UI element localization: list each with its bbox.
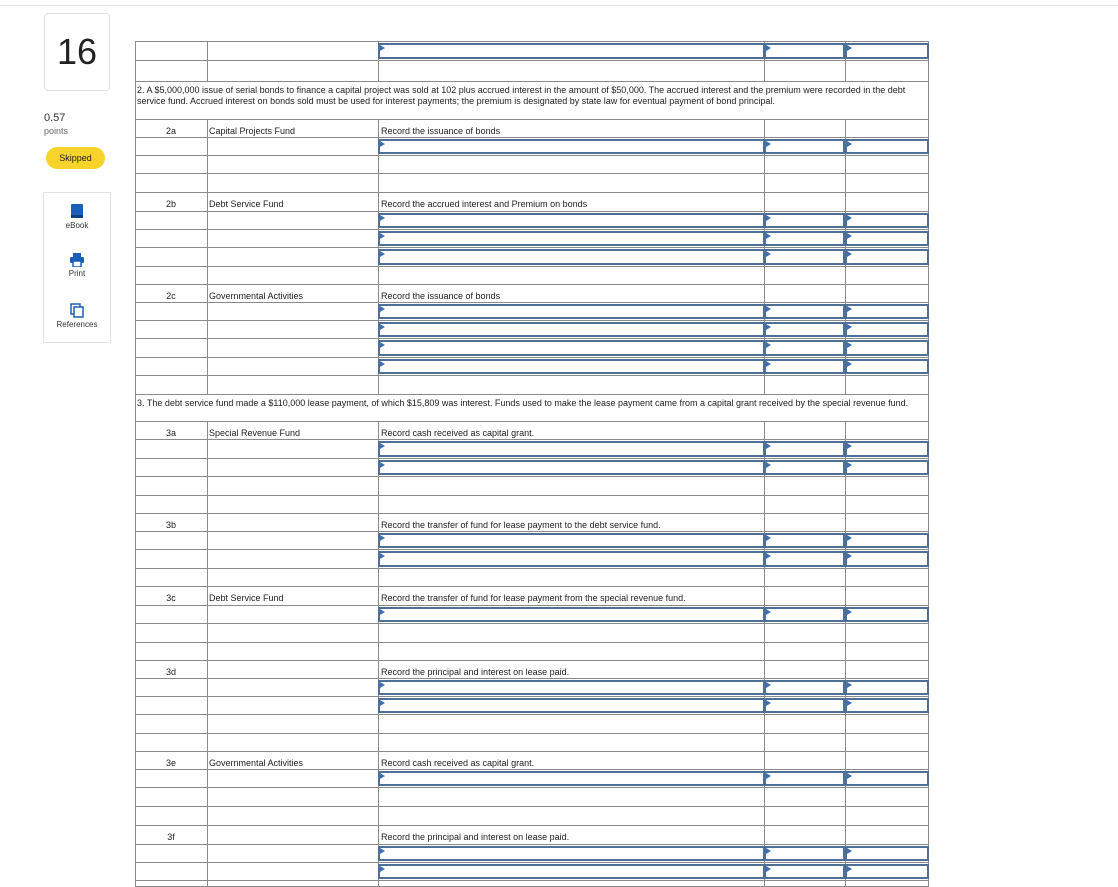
entry-label: 2b — [165, 199, 176, 209]
column-divider — [764, 624, 765, 642]
column-divider — [207, 267, 208, 284]
credit-input[interactable] — [845, 680, 929, 695]
entry-header-row — [135, 193, 929, 212]
entry-description: Record the principal and interest on lease paid. — [381, 667, 570, 677]
column-divider — [207, 807, 208, 825]
column-divider — [207, 174, 208, 192]
column-divider — [378, 752, 379, 769]
column-divider — [764, 285, 765, 302]
entry-description: Record the issuance of bonds — [381, 291, 501, 301]
debit-input[interactable] — [764, 304, 845, 319]
column-divider — [207, 569, 208, 586]
column-divider — [764, 715, 765, 733]
column-divider — [845, 376, 846, 394]
column-divider — [378, 174, 379, 192]
column-divider — [845, 661, 846, 678]
column-divider — [207, 697, 208, 714]
debit-input[interactable] — [764, 340, 845, 356]
account-input[interactable] — [378, 771, 765, 786]
entry-fund: Governmental Activities — [209, 758, 304, 768]
debit-input[interactable] — [764, 460, 845, 475]
entry-header-row — [135, 587, 929, 606]
table-row — [135, 606, 929, 624]
column-divider — [764, 496, 765, 513]
column-divider — [378, 422, 379, 439]
table-row — [135, 881, 929, 887]
table-row — [135, 734, 929, 752]
table-row — [135, 845, 929, 863]
table-row — [135, 459, 929, 477]
column-divider — [764, 61, 765, 81]
question-number: 16 — [44, 13, 110, 91]
column-divider — [207, 376, 208, 394]
account-input[interactable] — [378, 43, 765, 59]
table-row — [135, 643, 929, 661]
column-divider — [378, 569, 379, 586]
entry-label: 2c — [166, 291, 176, 301]
table-row — [135, 267, 929, 285]
column-divider — [845, 156, 846, 173]
entry-header-row — [135, 422, 929, 440]
account-input[interactable] — [378, 359, 765, 374]
debit-input[interactable] — [764, 441, 845, 457]
column-divider — [207, 881, 208, 886]
column-divider — [845, 715, 846, 733]
top-divider — [0, 5, 1118, 6]
entry-label: 3b — [165, 520, 176, 530]
column-divider — [207, 61, 208, 81]
status-badge: Skipped — [46, 147, 105, 169]
column-divider — [207, 303, 208, 320]
entry-description: Record cash received as capital grant. — [381, 758, 535, 768]
table-row — [135, 770, 929, 788]
column-divider — [845, 61, 846, 81]
credit-input[interactable] — [845, 139, 929, 154]
table-row — [135, 863, 929, 881]
entry-fund: Governmental Activities — [209, 291, 304, 301]
table-row — [135, 339, 929, 358]
column-divider — [378, 61, 379, 81]
print-button[interactable] — [44, 253, 110, 278]
column-divider — [764, 643, 765, 660]
debit-input[interactable] — [764, 533, 845, 548]
entry-label: 2a — [165, 126, 176, 136]
column-divider — [207, 422, 208, 439]
debit-input[interactable] — [764, 551, 845, 567]
table-row — [135, 174, 929, 193]
debit-input[interactable] — [764, 698, 845, 713]
account-input[interactable] — [378, 231, 765, 246]
column-divider — [845, 734, 846, 751]
entry-description: Record cash received as capital grant. — [381, 428, 535, 438]
entry-description: Record the principal and interest on lease paid. — [381, 832, 570, 842]
entry-label: 3d — [165, 667, 176, 677]
account-input[interactable] — [378, 698, 765, 713]
account-input[interactable] — [378, 846, 765, 861]
debit-input[interactable] — [764, 864, 845, 879]
column-divider — [764, 514, 765, 531]
column-divider — [764, 267, 765, 284]
column-divider — [764, 193, 765, 211]
column-divider — [764, 881, 765, 886]
debit-input[interactable] — [764, 607, 845, 622]
column-divider — [845, 514, 846, 531]
column-divider — [378, 624, 379, 642]
column-divider — [845, 587, 846, 605]
column-divider — [207, 193, 208, 211]
entry-header-row — [135, 120, 929, 138]
column-divider — [207, 734, 208, 751]
credit-input[interactable] — [845, 533, 929, 548]
column-divider — [378, 715, 379, 733]
entry-fund: Special Revenue Fund — [209, 428, 301, 438]
debit-input[interactable] — [764, 231, 845, 246]
debit-input[interactable] — [764, 846, 845, 861]
column-divider — [378, 826, 379, 844]
column-divider — [207, 752, 208, 769]
table-row — [135, 321, 929, 339]
column-divider — [845, 477, 846, 495]
column-divider — [378, 881, 379, 886]
column-divider — [207, 339, 208, 357]
credit-input[interactable] — [845, 441, 929, 457]
account-input[interactable] — [378, 460, 765, 475]
account-input[interactable] — [378, 304, 765, 319]
entry-header-row — [135, 285, 929, 303]
entry-label: 3f — [167, 832, 175, 842]
table-row — [135, 440, 929, 459]
account-input[interactable] — [378, 441, 765, 457]
book-icon — [70, 203, 84, 219]
debit-input[interactable] — [764, 139, 845, 154]
column-divider — [764, 788, 765, 806]
table-row — [135, 569, 929, 587]
account-input[interactable] — [378, 340, 765, 356]
entry-fund: Debt Service Fund — [209, 199, 284, 209]
account-input[interactable] — [378, 680, 765, 695]
table-row — [135, 624, 929, 643]
table-row — [135, 376, 929, 395]
column-divider — [764, 661, 765, 678]
credit-input[interactable] — [845, 846, 929, 861]
column-divider — [207, 788, 208, 806]
column-divider — [207, 826, 208, 844]
credit-input[interactable] — [845, 359, 929, 374]
credit-input[interactable] — [845, 864, 929, 879]
column-divider — [845, 826, 846, 844]
account-input[interactable] — [378, 607, 765, 622]
column-divider — [764, 120, 765, 137]
references-button[interactable] — [44, 303, 110, 329]
column-divider — [378, 120, 379, 137]
table-row — [135, 61, 929, 82]
ebook-button[interactable] — [44, 203, 110, 230]
column-divider — [207, 845, 208, 862]
column-divider — [378, 807, 379, 825]
credit-input[interactable] — [845, 698, 929, 713]
column-divider — [207, 440, 208, 458]
column-divider — [207, 120, 208, 137]
problem-text: 3. The debt service fund made a $110,000 lease payment, of which $15,809 was interest. Funds used to make the lease payment came from a capital grant received by the special revenue fund. — [137, 398, 909, 408]
print-label: Print — [68, 269, 86, 278]
column-divider — [845, 422, 846, 439]
column-divider — [764, 174, 765, 192]
account-input[interactable] — [378, 551, 765, 567]
credit-input[interactable] — [845, 340, 929, 356]
entry-label: 3a — [165, 428, 176, 438]
table-row — [135, 532, 929, 550]
entry-description: Record the accrued interest and Premium on bonds — [381, 199, 588, 209]
entry-label: 3e — [165, 758, 176, 768]
column-divider — [764, 807, 765, 825]
points-label: points — [44, 126, 69, 136]
column-divider — [764, 422, 765, 439]
column-divider — [378, 285, 379, 302]
column-divider — [378, 734, 379, 751]
column-divider — [764, 734, 765, 751]
credit-input[interactable] — [845, 607, 929, 622]
credit-input[interactable] — [845, 460, 929, 475]
debit-input[interactable] — [764, 771, 845, 786]
table-row — [135, 679, 929, 697]
credit-input[interactable] — [845, 213, 929, 228]
debit-input[interactable] — [764, 213, 845, 228]
entry-header-row — [135, 661, 929, 679]
column-divider — [207, 643, 208, 660]
credit-input[interactable] — [845, 231, 929, 246]
column-divider — [764, 826, 765, 844]
table-row — [135, 303, 929, 321]
table-row — [135, 715, 929, 734]
column-divider — [207, 514, 208, 531]
column-divider — [207, 285, 208, 302]
column-divider — [845, 788, 846, 806]
entry-label: 3c — [166, 593, 176, 603]
credit-input[interactable] — [845, 771, 929, 786]
debit-input[interactable] — [764, 680, 845, 695]
column-divider — [378, 496, 379, 513]
table-row — [135, 788, 929, 807]
journal-worksheet — [135, 41, 929, 887]
debit-input[interactable] — [764, 43, 845, 59]
credit-input[interactable] — [845, 551, 929, 567]
table-row — [135, 496, 929, 514]
column-divider — [207, 212, 208, 229]
references-label: References — [56, 320, 98, 329]
column-divider — [207, 248, 208, 266]
column-divider — [845, 881, 846, 886]
column-divider — [764, 587, 765, 605]
references-icon — [70, 303, 84, 318]
credit-input[interactable] — [845, 249, 929, 265]
points-value: 0.57 — [44, 112, 66, 124]
column-divider — [207, 587, 208, 605]
column-divider — [207, 550, 208, 568]
problem-text: 2. A $5,000,000 issue of serial bonds to finance a capital project was sold at 102 plus accrued interest in the amount of $50,000. The accrued interest and the premium were recorded in the debt service fund. Accrued interest on bonds sold must be used for interest payments; the premium is designated by state law for eventual payment of bond principal. — [137, 85, 906, 106]
column-divider — [207, 624, 208, 642]
column-divider — [207, 863, 208, 880]
column-divider — [845, 569, 846, 586]
column-divider — [764, 156, 765, 173]
table-row — [135, 41, 929, 61]
column-divider — [207, 532, 208, 549]
column-divider — [207, 230, 208, 247]
column-divider — [207, 358, 208, 375]
table-row — [135, 212, 929, 230]
column-divider — [764, 752, 765, 769]
debit-input[interactable] — [764, 322, 845, 337]
table-row — [135, 807, 929, 826]
table-row — [135, 248, 929, 267]
column-divider — [207, 321, 208, 338]
column-divider — [207, 496, 208, 513]
column-divider — [845, 807, 846, 825]
table-row — [135, 697, 929, 715]
entry-description: Record the transfer of fund for lease payment to the debt service fund. — [381, 520, 661, 530]
entry-header-row — [135, 752, 929, 770]
column-divider — [378, 477, 379, 495]
problem-row — [135, 395, 929, 422]
column-divider — [378, 376, 379, 394]
column-divider — [207, 156, 208, 173]
column-divider — [207, 459, 208, 476]
entry-description: Record the transfer of fund for lease payment from the special revenue fund. — [381, 593, 686, 603]
column-divider — [845, 752, 846, 769]
entry-description: Record the issuance of bonds — [381, 126, 501, 136]
credit-input[interactable] — [845, 43, 929, 59]
column-divider — [378, 788, 379, 806]
column-divider — [845, 643, 846, 660]
column-divider — [764, 376, 765, 394]
account-input[interactable] — [378, 533, 765, 548]
table-row — [135, 156, 929, 174]
column-divider — [207, 477, 208, 495]
column-divider — [378, 643, 379, 660]
column-divider — [378, 587, 379, 605]
column-divider — [207, 606, 208, 623]
column-divider — [378, 193, 379, 211]
column-divider — [207, 679, 208, 696]
table-row — [135, 477, 929, 496]
debit-input[interactable] — [764, 249, 845, 265]
column-divider — [845, 267, 846, 284]
table-row — [135, 358, 929, 376]
column-divider — [378, 661, 379, 678]
table-row — [135, 550, 929, 569]
account-input[interactable] — [378, 139, 765, 154]
column-divider — [378, 267, 379, 284]
table-row — [135, 230, 929, 248]
entry-fund: Capital Projects Fund — [209, 126, 296, 136]
account-input[interactable] — [378, 213, 765, 228]
account-input[interactable] — [378, 322, 765, 337]
account-input[interactable] — [378, 864, 765, 879]
column-divider — [207, 661, 208, 678]
column-divider — [207, 770, 208, 787]
column-divider — [764, 477, 765, 495]
debit-input[interactable] — [764, 359, 845, 374]
column-divider — [845, 174, 846, 192]
column-divider — [764, 569, 765, 586]
entry-header-row — [135, 826, 929, 845]
column-divider — [845, 193, 846, 211]
column-divider — [378, 156, 379, 173]
column-divider — [845, 496, 846, 513]
account-input[interactable] — [378, 249, 765, 265]
column-divider — [378, 514, 379, 531]
column-divider — [207, 42, 208, 60]
table-row — [135, 138, 929, 156]
ebook-label: eBook — [65, 221, 89, 230]
column-divider — [845, 624, 846, 642]
column-divider — [207, 138, 208, 155]
column-divider — [207, 715, 208, 733]
printer-icon — [69, 253, 85, 267]
tools-panel — [43, 192, 111, 343]
entry-header-row — [135, 514, 929, 532]
column-divider — [845, 120, 846, 137]
column-divider — [845, 285, 846, 302]
credit-input[interactable] — [845, 304, 929, 319]
credit-input[interactable] — [845, 322, 929, 337]
entry-fund: Debt Service Fund — [209, 593, 284, 603]
problem-row — [135, 82, 929, 120]
